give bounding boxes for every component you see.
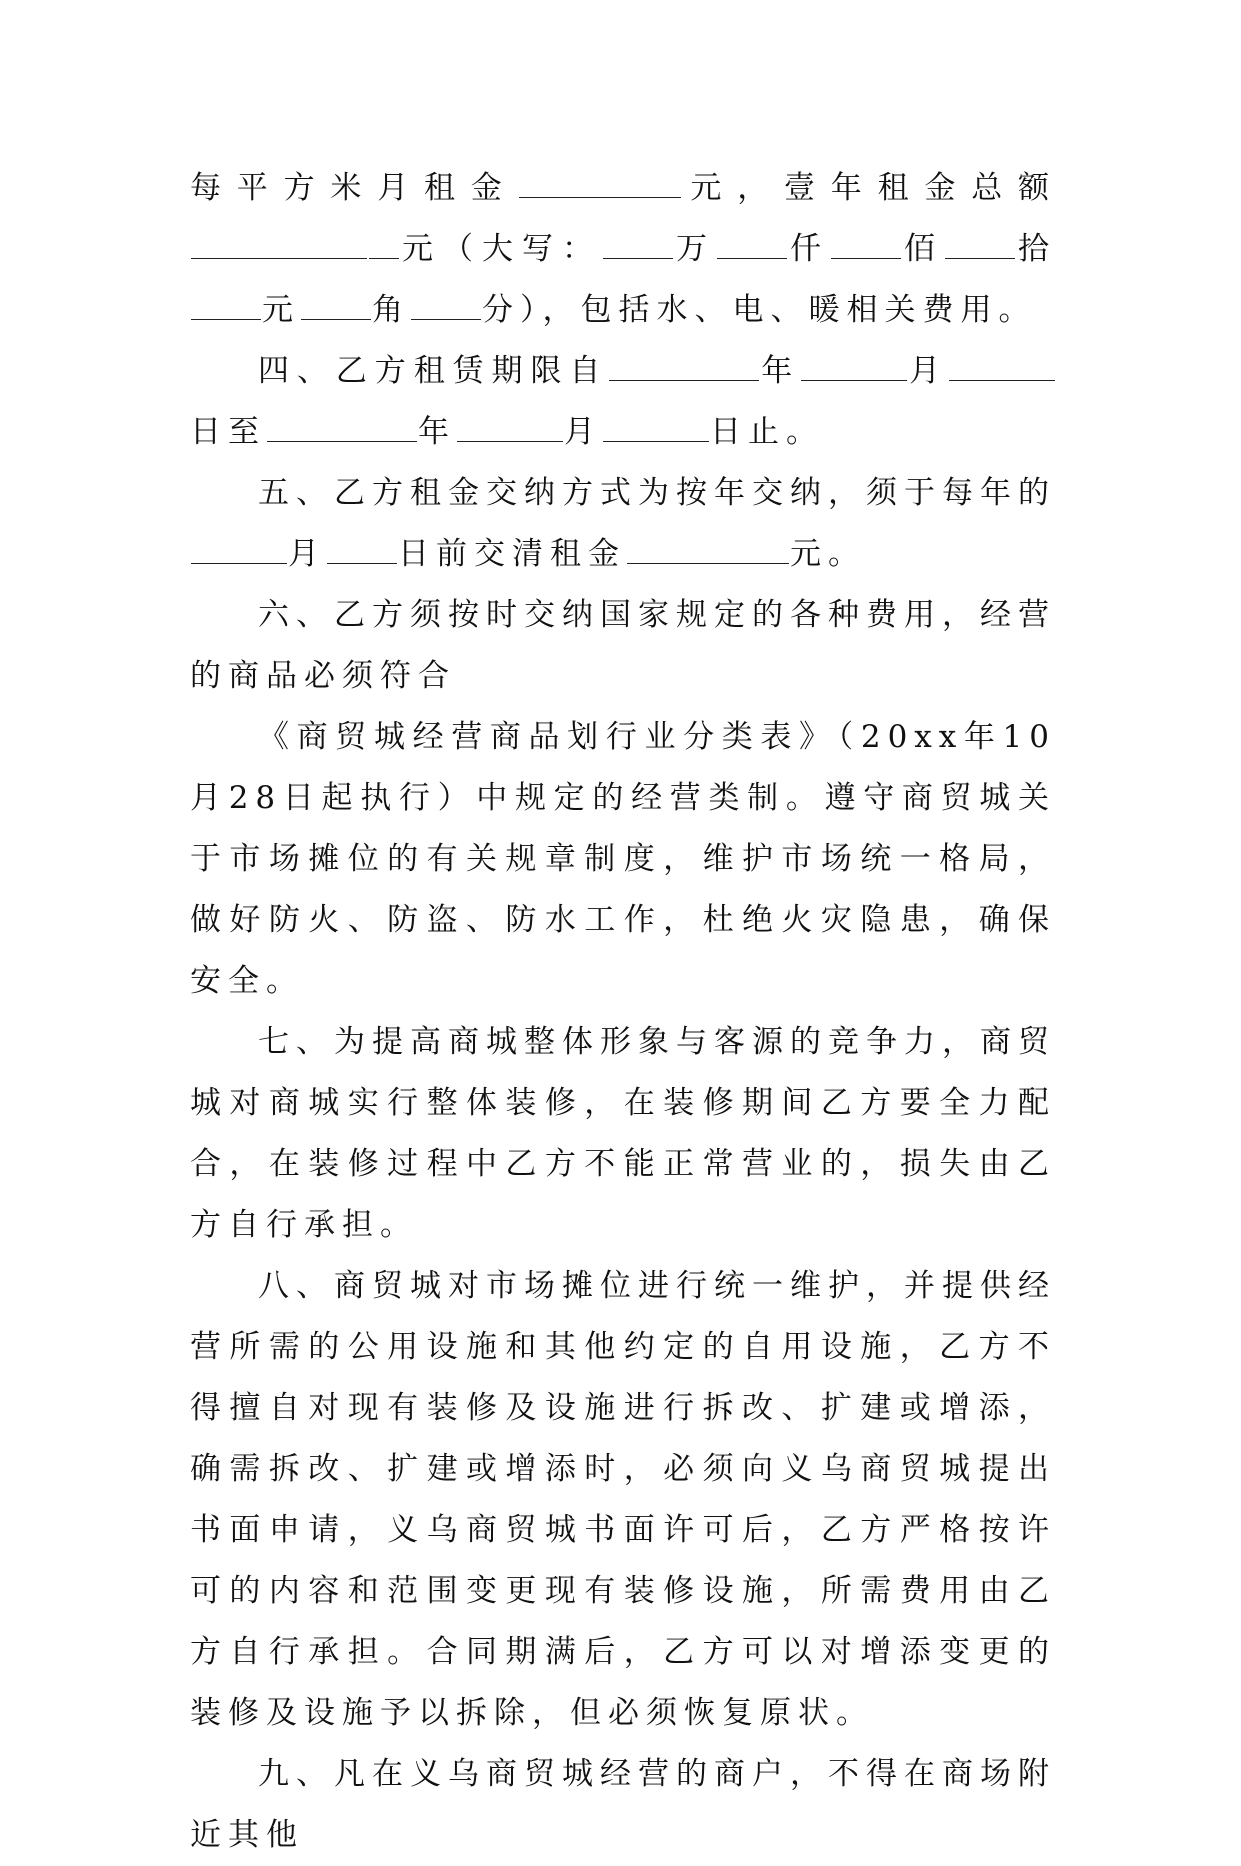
text: 每平方米月租金 bbox=[190, 170, 518, 206]
text: 月 bbox=[564, 414, 602, 450]
document-body bbox=[190, 158, 1056, 1866]
blank-line bbox=[457, 417, 563, 442]
text: 五、乙方租金交纳方式为按年交纳，须于每年的 bbox=[258, 475, 1056, 511]
blank-line bbox=[519, 173, 681, 198]
blank-line bbox=[603, 234, 673, 259]
text: 角 bbox=[372, 292, 410, 328]
text: 日止。 bbox=[710, 414, 824, 450]
text: 拾 bbox=[1016, 231, 1056, 267]
paragraph-payment bbox=[190, 463, 1056, 585]
text: 日前交清租金 bbox=[398, 536, 626, 572]
text: 年 bbox=[760, 353, 801, 389]
blank-line bbox=[717, 234, 787, 259]
blank-line bbox=[945, 234, 1015, 259]
blank-line bbox=[191, 295, 261, 320]
paragraph-six: 六、乙方须按时交纳国家规定的各种费用，经营的商品必须符合 bbox=[190, 597, 1056, 694]
paragraph-lease-term bbox=[190, 341, 1056, 463]
blank-line bbox=[609, 356, 759, 381]
paragraph-rent-amount bbox=[190, 158, 1056, 341]
text: 年 bbox=[418, 414, 456, 450]
blank-line bbox=[603, 417, 709, 442]
blank-line bbox=[831, 234, 901, 259]
text: 日至 bbox=[190, 414, 266, 450]
paragraph-eight: 八、商贸城对市场摊位进行统一维护，并提供经营所需的公用设施和其他约定的自用设施，乙方不得擅自对现有装修及设施进行拆改、扩建或增添，确需拆改、扩建或增添时，必须向义乌商贸城提出书面申请，义乌商贸城书面许可后，乙方严格按许可的内容和范围变更现有装修设施，所需费用由乙方自行承担。合同期满后，乙方可以对增添变更的装修及设施予以拆除，但必须恢复原状。 bbox=[190, 1268, 1056, 1731]
paragraph-classification: 《商贸城经营商品划行业分类表》（20xx年10月28日起执行）中规定的经营类制。遵守商贸城关于市场摊位的有关规章制度，维护市场统一格局，做好防火、防盗、防水工作，杜绝火灾隐患，确保安全。 bbox=[190, 719, 1056, 999]
text: 元 bbox=[262, 292, 300, 328]
blank-line bbox=[801, 356, 907, 381]
blank-line bbox=[301, 295, 371, 320]
text: 佰 bbox=[902, 231, 944, 267]
text: 月 bbox=[908, 353, 949, 389]
text: 元，壹年租金总额 bbox=[681, 170, 1057, 206]
blank-line bbox=[267, 417, 417, 442]
paragraph-nine: 九、凡在义乌商贸城经营的商户，不得在商场附近其他 bbox=[190, 1756, 1056, 1853]
text: 元。 bbox=[790, 536, 866, 572]
text: 仟 bbox=[788, 231, 830, 267]
blank-line bbox=[627, 539, 789, 564]
blank-line bbox=[411, 295, 481, 320]
blank-line bbox=[191, 234, 367, 259]
text: 四、乙方租赁期限自 bbox=[258, 353, 609, 389]
blank-line bbox=[191, 539, 287, 564]
text: 分），包括水、电、暖相关费用。 bbox=[482, 292, 1037, 328]
text: 万 bbox=[674, 231, 716, 267]
paragraph-seven: 七、为提高商城整体形象与客源的竞争力，商贸城对商城实行整体装修，在装修期间乙方要全力配合，在装修过程中乙方不能正常营业的，损失由乙方自行承担。 bbox=[190, 1024, 1056, 1243]
blank-line bbox=[327, 539, 397, 564]
text: 元（大写： bbox=[400, 231, 602, 267]
blank-line bbox=[949, 356, 1055, 381]
text: 月 bbox=[288, 536, 326, 572]
blank-line bbox=[369, 234, 399, 259]
